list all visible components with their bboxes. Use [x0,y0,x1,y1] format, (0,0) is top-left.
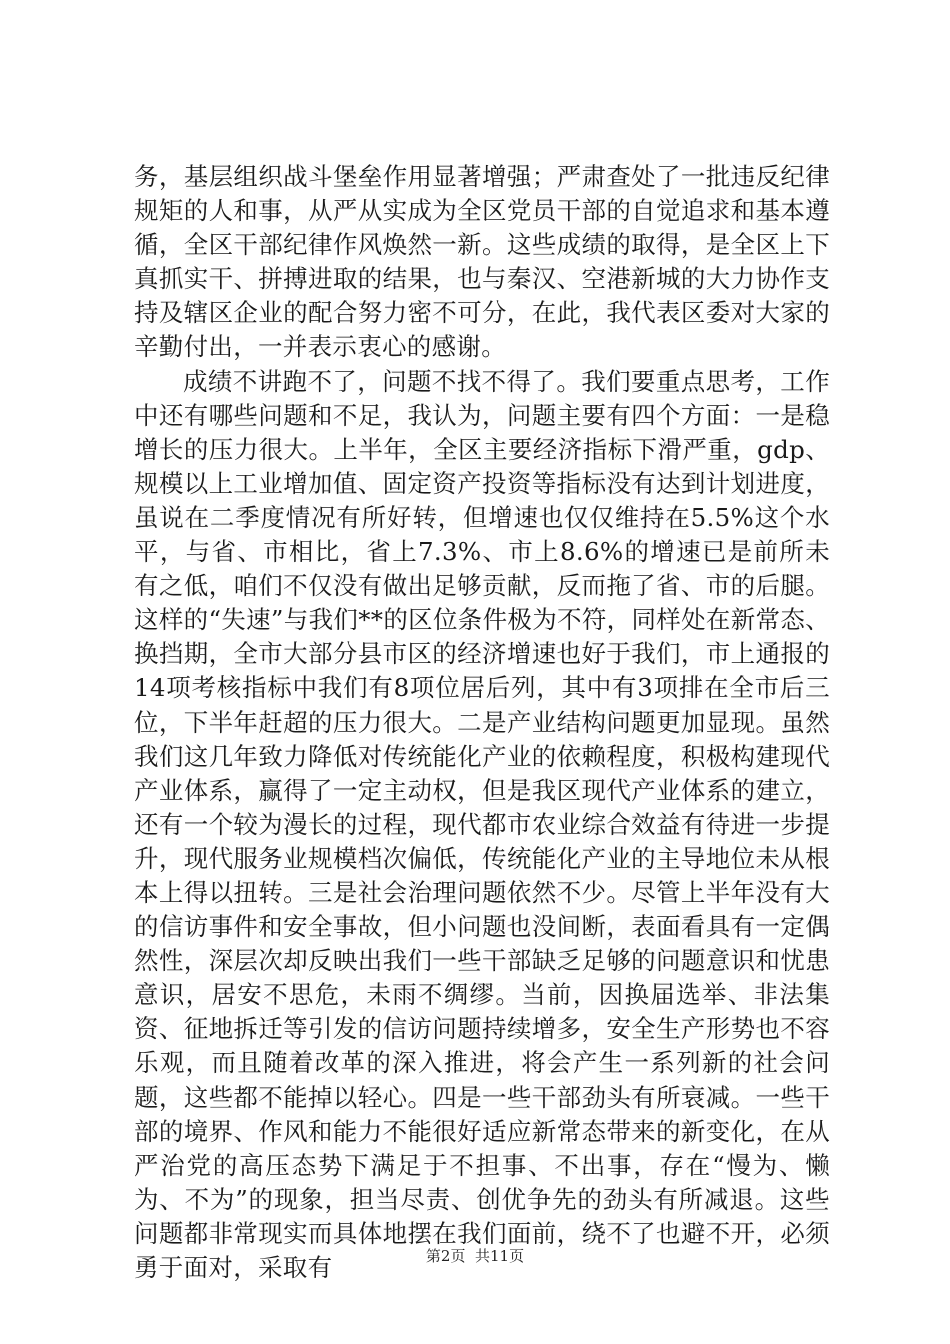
paragraph-2: 成绩不讲跑不了，问题不找不得了。我们要重点思考，工作中还有哪些问题和不足，我认为，问题主要有四个方面：一是稳增长的压力很大。上半年，全区主要经济指标下滑严重，gdp、规模以上工业增加值、固定资产投资等指标没有达到计划进度，虽说在二季度情况有所好转，但增速也仅仅维持在5.5%这个水平，与省、市相比，省上7.3%、市上8.6%的增速已是前所未有之低，咱们不仅没有做出足够贡献，反而拖了省、市的后腿。这样的“失速”与我们**的区位条件极为不符，同样处在新常态、换挡期，全市大部分县市区的经济增速也好于我们，市上通报的14项考核指标中我们有8项位居后列，其中有3项排在全市后三位，下半年赶超的压力很大。二是产业结构问题更加显现。虽然我们这几年致力降低对传统能化产业的依赖程度，积极构建现代产业体系，赢得了一定主动权，但是我区现代产业体系的建立，还有一个较为漫长的过程，现代都市农业综合效益有待进一步提升，现代服务业规模档次偏低，传统能化产业的主导地位未从根本上得以扭转。三是社会治理问题依然不少。尽管上半年没有大的信访事件和安全事故，但小问题也没间断，表面看具有一定偶然性，深层次却反映出我们一些干部缺乏足够的问题意识和忧患意识，居安不思危，未雨不绸缪。当前，因换届选举、非法集资、征地拆迁等引发的信访问题持续增多，安全生产形势也不容乐观，而且随着改革的深入推进，将会产生一系列新的社会问题，这些都不能掉以轻心。四是一些干部劲头有所衰减。一些干部的境界、作风和能力不能很好适应新常态带来的新变化，在从严治党的高压态势下满足于不担事、不出事，存在“慢为、懒为、不为”的现象，担当尽责、创优争先的劲头有所减退。这些问题都非常现实而具体地摆在我们面前，绕不了也避不开，必须勇于面对，采取有 [134,366,830,1282]
page-number-label: 第2页 共11页 [425,1247,525,1265]
paragraph-1: 务，基层组织战斗堡垒作用显著增强；严肃查处了一批违反纪律规矩的人和事，从严从实成为全区党员干部的自觉追求和基本遵循，全区干部纪律作风焕然一新。这些成绩的取得，是全区上下真抓实干、拼搏进取的结果，也与秦汉、空港新城的大力协作支持及辖区企业的配合努力密不可分，在此，我代表区委对大家的辛勤付出，一并表示衷心的感谢。 [134,162,830,362]
document-body [134,160,830,1285]
page-footer [0,1246,950,1266]
